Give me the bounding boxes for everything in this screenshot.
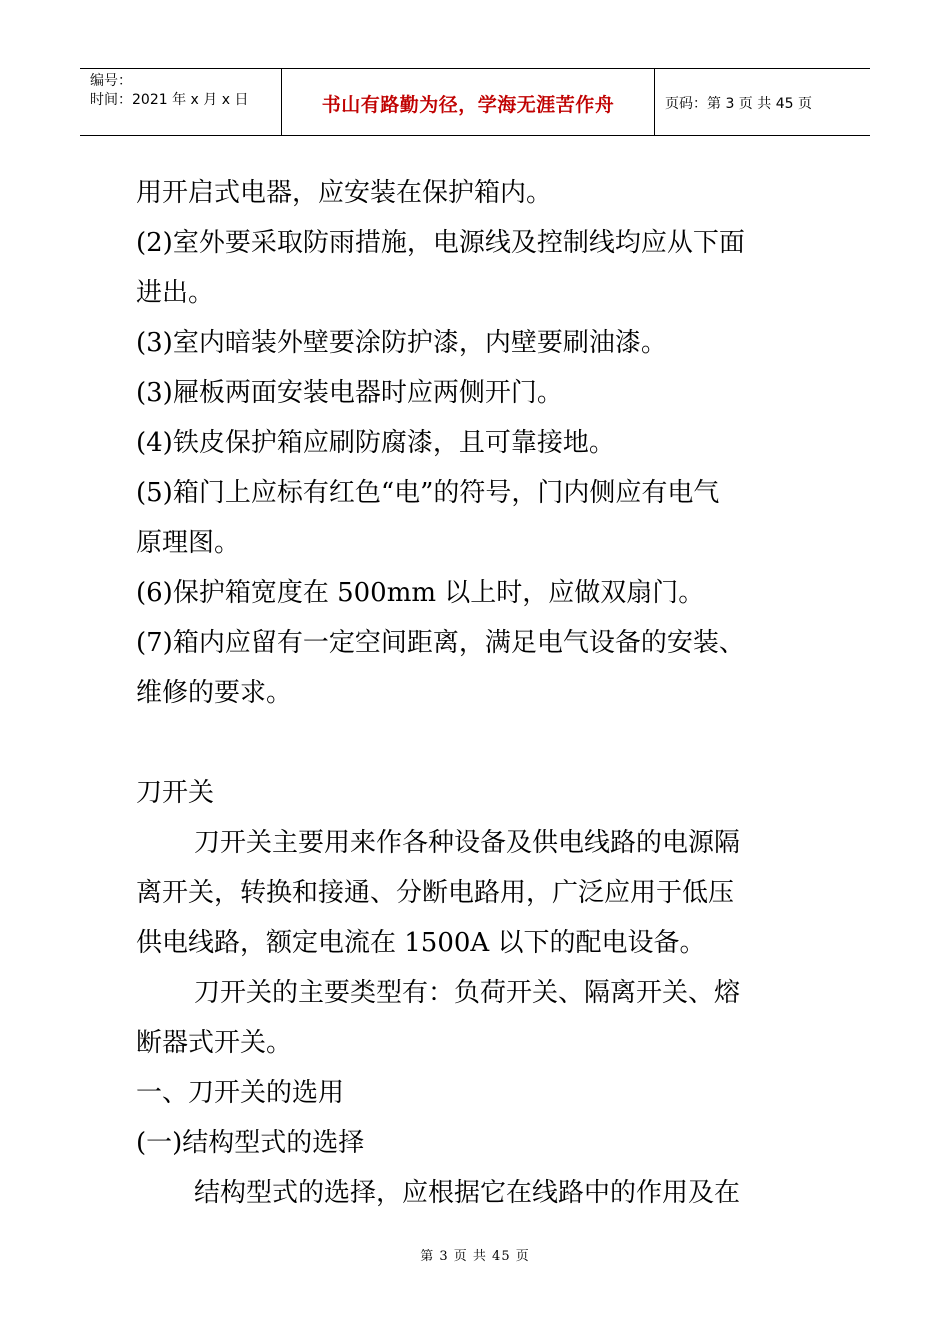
body-line: (4)铁皮保护箱应刷防腐漆，且可靠接地。 — [136, 428, 615, 458]
number-label: 编号： — [90, 73, 132, 89]
header-page-cell — [655, 69, 870, 135]
body-line: 进出。 — [136, 278, 215, 308]
paragraph-line: 刀开关主要用来作各种设备及供电线路的电源隔 — [194, 828, 741, 858]
body-line: 原理图。 — [136, 528, 241, 558]
page-footer — [0, 1245, 950, 1264]
document-body — [136, 168, 826, 1218]
body-line: (5)箱门上应标有红色“电”的符号，门内侧应有电气 — [136, 478, 720, 508]
header-table — [80, 68, 870, 136]
motto-text: 书山有路勤为径，学海无涯苦作舟 — [321, 93, 615, 116]
blank-line — [136, 718, 826, 768]
page-info: 页码：第 3 页 共 45 页 — [665, 96, 812, 112]
header-motto-cell — [282, 69, 655, 135]
header-left-cell — [80, 69, 282, 135]
body-line: (2)室外要采取防雨措施，电源线及控制线均应从下面 — [136, 228, 745, 258]
body-line: (3)室内暗装外壁要涂防护漆，内壁要刷油漆。 — [136, 328, 667, 358]
section-heading: 刀开关 — [136, 778, 215, 808]
body-line: (6)保护箱宽度在 500mm 以上时，应做双扇门。 — [136, 578, 705, 608]
body-line: (3)屜板两面安装电器时应两侧开门。 — [136, 378, 563, 408]
footer-page-number: 第 3 页 共 45 页 — [420, 1249, 530, 1264]
paragraph-line: 供电线路，额定电流在 1500A 以下的配电设备。 — [136, 928, 706, 958]
subsection-title: (一)结构型式的选择 — [136, 1128, 365, 1158]
body-line: 用开启式电器，应安装在保护箱内。 — [136, 178, 553, 208]
paragraph-line: 离开关，转换和接通、分断电路用，广泛应用于低压 — [136, 878, 735, 908]
paragraph-line: 刀开关的主要类型有：负荷开关、隔离开关、熔 — [194, 978, 741, 1008]
paragraph-line: 结构型式的选择，应根据它在线路中的作用及在 — [194, 1178, 741, 1208]
paragraph-line: 断器式开关。 — [136, 1028, 293, 1058]
body-line: 维修的要求。 — [136, 678, 293, 708]
body-line: (7)箱内应留有一定空间距离，满足电气设备的安装、 — [136, 628, 745, 658]
time-label: 时间：2021 年 x 月 x 日 — [90, 92, 249, 108]
section-title: 一、刀开关的选用 — [136, 1078, 345, 1108]
